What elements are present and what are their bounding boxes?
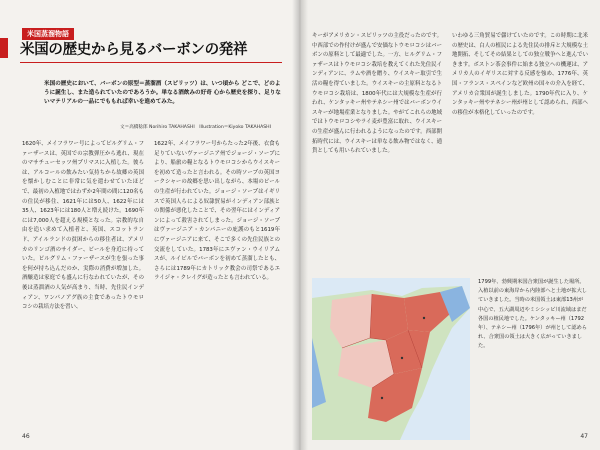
body-column-2: 1622年、メイフラワー号からたった2年後、衣食も足りていないヴァージニア州でジョージ・ソープにより、船旅の糧となるトウモロコシからウイスキーを初めて造ったと言われる。その時ソープの英国ヨークシャーの故郷を思い出しながら、本場のビールの生産が行われていた。ジョージ・ソープはイギリスで英国人らによる奴隷貿易がインディアン部族との関係が悪化したことで、その翌年にはインディアンによって殺害されてしまった。ジョージ・ソープはヴァージニア・カンパニーの庇護のもと1619年にヴァージニアに来て、そこで多くの先住民族との交流をしていた。1783年にエヴァン・ウイリアムスが、ルイビルでバーボンを初めて蒸溜したとも、さらには1789年にカトリック教会の司祭であるエライジャ・クレイグが造ったとも言われている。 xyxy=(154,141,280,282)
author-credit: 文＝高橋稔郎 Norihiro TAKAHASHI Illustration＝Kiyoko TAKAHASHI xyxy=(120,125,271,130)
page-number-left: 46 xyxy=(22,433,30,440)
title-rule xyxy=(20,62,282,63)
series-label: 米国蒸溜物語 xyxy=(22,28,74,40)
body-column-4: いわゆる三角貿易で儲けていたのです。この時期に北米の歴史は、白人の植民による先住民の排斥と大規模な土地開拓、そしてその結果としての独立戦争へと進んでいきます。ボストン茶会事件に始まる独立への機運は、アメリカ人のイギリスに対する反感を強め、1776年、英国・フランス・スペインなど欧州の国々の介入を経て、アメリカ合衆国が誕生しました。1790年代に入り、ケンタッキー州やテネシー州が州として認められ、西部への移住が本格化していったのです。 xyxy=(452,33,588,116)
article-title: 米国の歴史から見るバーボンの発祥 xyxy=(20,42,248,58)
title-accent-bar xyxy=(0,38,8,58)
body-column-1: 1620年、メイフラワー号によってピルグリム・ファーザースは、英国での宗教弾圧から逃れ、現在のマサチューセッツ州プリマスに入植した。彼らは、アルコールの飲みたい気持ちから故郷の英国を懐かしむことに非常に気を遣わせていたほどで、最初の入植地ではわずか2年間の間に120名もの住民が移住、1621年には50人、1622年には35人、1623年には180人と増え続けた。1690年には7,000人を超える規模となった。宗教的な自由を追い求めて入植者と、英国、スコットランド、アイルランドの貧困からの移住者は、アメリカのリンゴ酒のサイダー、ビールを身近に持っていた。ピルグリム・ファーザースが生を張った事を何が持ち込んだのか、実際の消費が増加した。酒醸造は家庭でも盛んに行なわれていたが、その後は蒸溜酒の人気が高まり、当時、先住民インディアン、ワンパノアグ族の主食であったトウモロコシの栽培方法を習い、 xyxy=(22,141,144,311)
page-number-right: 47 xyxy=(580,433,588,440)
map-of-eastern-united-states xyxy=(312,278,470,440)
lead-paragraph: 米国の歴史において、バーボンの原型＝蒸溜酒（スピリッツ）は、いつ頃から どこで、どのように誕生し、また造られていたのであろうか。単なる酒飲みの好奇 心から歴史を探り、足りないマテリアルの一品にでももれば幸いを進めてみた。 xyxy=(44,81,281,105)
body-column-3: キーがアメリカン・スピリッツの主役だったのです。中西部での作付けが盛んで安価なトウモロコシはバーボンの原料として最適でした。一方、ヒルグリム・ファザースはトウモロコシ栽培を教えてくれた先住民インディアンに、ラムや酒を贈り、ウイスキー取引で生活の糧を得ていました。ウイスキーの主原料となるトウモロコシ栽培は、1800年代には大規模な生産が行われ、ケンタッキー州やテネシー州ではバーボンウイスキーが地場産業となりました。やがてこれらの地域ではトウモロコシやライ麦が豊富に取れ、ウイスキーの生産が盛んに行われるようになったのです。西部開拓時代には、ウイスキーは単なる飲み物ではなく、通貨としても用いられていました。 xyxy=(312,33,442,155)
map-caption: 1799年、勃興期米国合衆国が誕生した場所。入植以前の東海岸から内陸部へと土地が拡大していきました。当時の米国領土は東部13州が中心で、五大湖周辺やミシシッピ川流域はまだ各国の植民地でした。ケンタッキー州（1792年）、テネシー州（1796年）が州として認められ、合衆国の領土は大きく広がっていきました。 xyxy=(478,279,587,350)
